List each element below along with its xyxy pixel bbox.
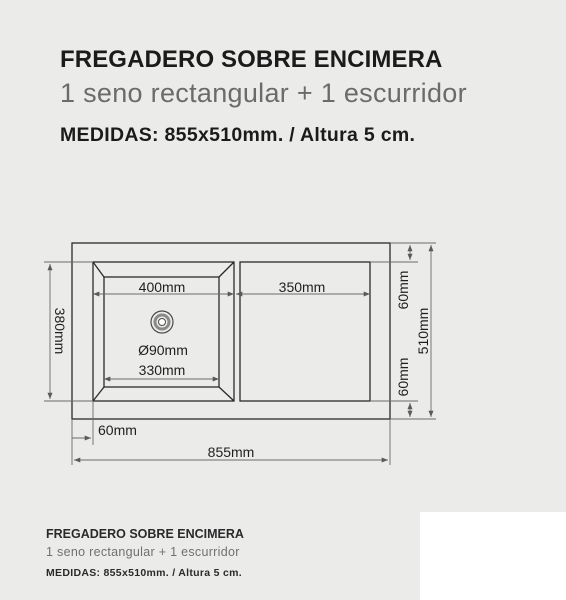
dim-label-side-margin: 60mm — [98, 422, 137, 438]
dim-label-total-width: 855mm — [207, 444, 255, 460]
footer-title: FREGADERO SOBRE ENCIMERA — [46, 527, 244, 541]
dim-label-top-margin: 60mm — [395, 270, 411, 310]
dim-label-bottom-margin: 60mm — [395, 357, 411, 397]
basin-corner-line — [219, 387, 234, 401]
page-subtitle: 1 seno rectangular + 1 escurridor — [60, 78, 467, 108]
dim-label-total-depth: 510mm — [415, 307, 431, 355]
sink-outer-border — [72, 243, 390, 419]
white-background-patch — [420, 512, 566, 600]
sink-outline — [72, 243, 390, 419]
measures-text: MEDIDAS: 855x510mm. / Altura 5 cm. — [60, 124, 416, 146]
footer-measures: MEDIDAS: 855x510mm. / Altura 5 cm. — [46, 567, 242, 579]
page-title: FREGADERO SOBRE ENCIMERA — [60, 46, 443, 73]
basin-corner-line — [93, 387, 104, 401]
basin-corner-line — [219, 262, 234, 277]
footer-subtitle: 1 seno rectangular + 1 escurridor — [46, 545, 240, 559]
dim-label-basin-width: 400mm — [138, 279, 186, 295]
drain-icon — [151, 311, 173, 333]
dim-label-drainer-width: 350mm — [278, 279, 326, 295]
dim-label-basin-bottom: 330mm — [138, 362, 186, 378]
dim-label-drain-diameter: Ø90mm — [138, 342, 188, 358]
dim-label-basin-height: 380mm — [52, 307, 68, 355]
basin-corner-line — [93, 262, 104, 277]
